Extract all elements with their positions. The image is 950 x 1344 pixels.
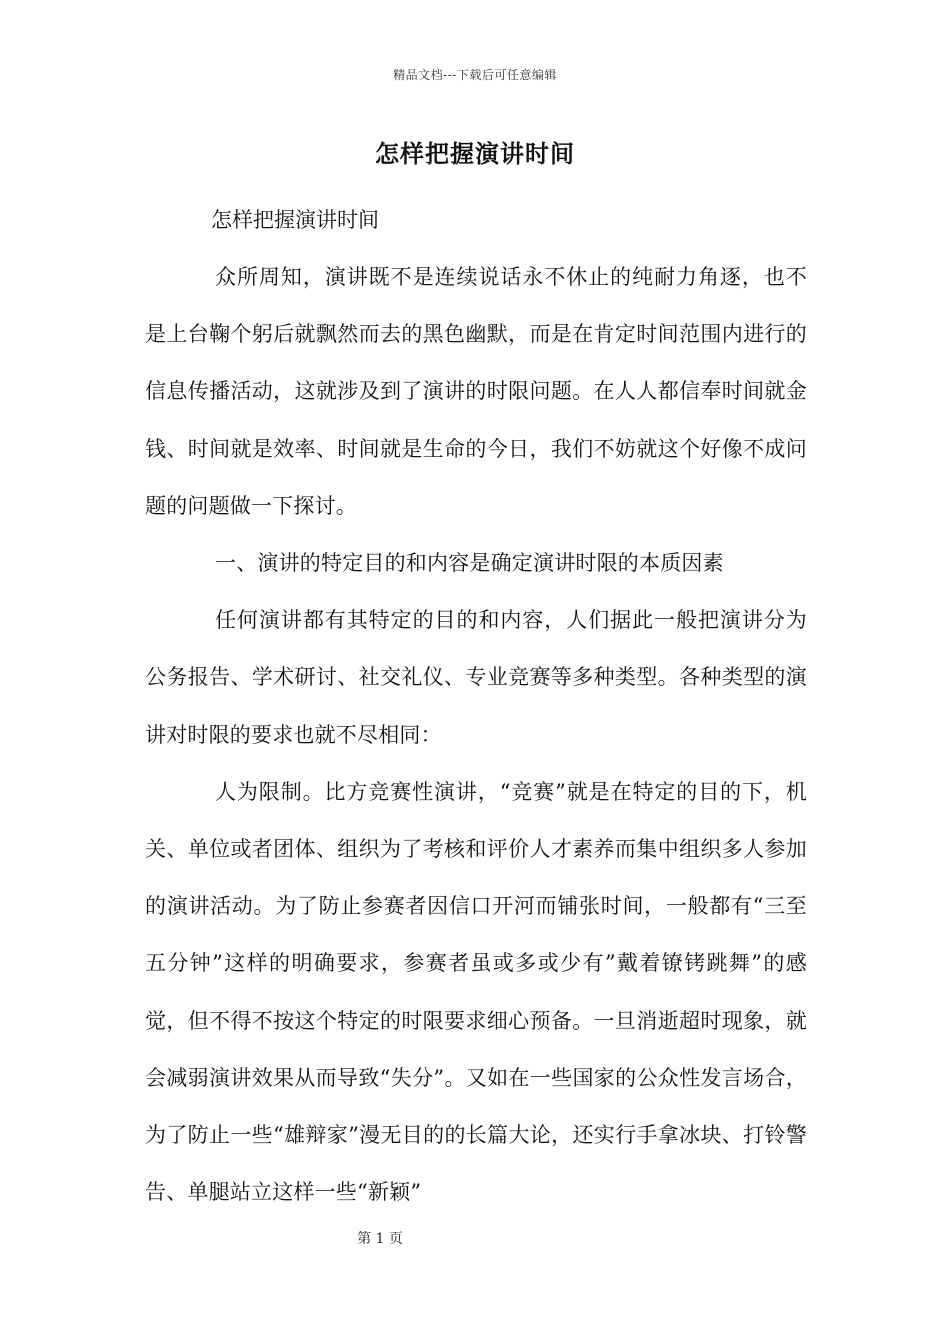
- document-title: 怎样把握演讲时间: [375, 139, 575, 168]
- page-header: 精品文档---下载后可任意编辑: [393, 68, 557, 82]
- section-heading-1: 一、演讲的特定目的和内容是确定演讲时限的本质因素: [215, 551, 724, 576]
- paragraph-artificial-limit: 人为限制。比方竞赛性演讲，“竞赛”就是在特定的目的下，机关、单位或者团体、组织为了考核和评价人才素养而集中组织多人参加的演讲活动。为了防止参赛者因信口开河而铺张时间，一般都有“三至五分钟”这样的明确要求，参赛者虽或多或少有”戴着镣铐跳舞”的感觉，但不得不按这个特定的时限要求细心预备。一旦消逝超时现象，就会减弱演讲效果从而导致“失分”。又如在一些国家的公众性发言场合，为了防止一些“雄辩家”漫无目的的长篇大论，还实行手拿冰块、打铃警告、单腿站立这样一些“新颖”: [145, 779, 807, 1205]
- document-body: [145, 192, 807, 1221]
- paragraph-types: 任何演讲都有其特定的目的和内容，人们据此一般把演讲分为公务报告、学术研讨、社交礼仪、专业竞赛等多种类型。各种类型的演讲对时限的要求也就不尽相同：: [145, 608, 807, 747]
- page-number: 第 1 页: [357, 1231, 403, 1247]
- document-subtitle: 怎样把握演讲时间: [211, 208, 379, 232]
- paragraph-intro: 众所周知，演讲既不是连续说话永不休止的纯耐力角逐，也不是上台鞠个躬后就飘然而去的黑色幽默，而是在肯定时间范围内进行的信息传播活动，这就涉及到了演讲的时限问题。在人人都信奉时间就金钱、时间就是效率、时间就是生命的今日，我们不妨就这个好像不成问题的问题做一下探讨。: [145, 265, 807, 518]
